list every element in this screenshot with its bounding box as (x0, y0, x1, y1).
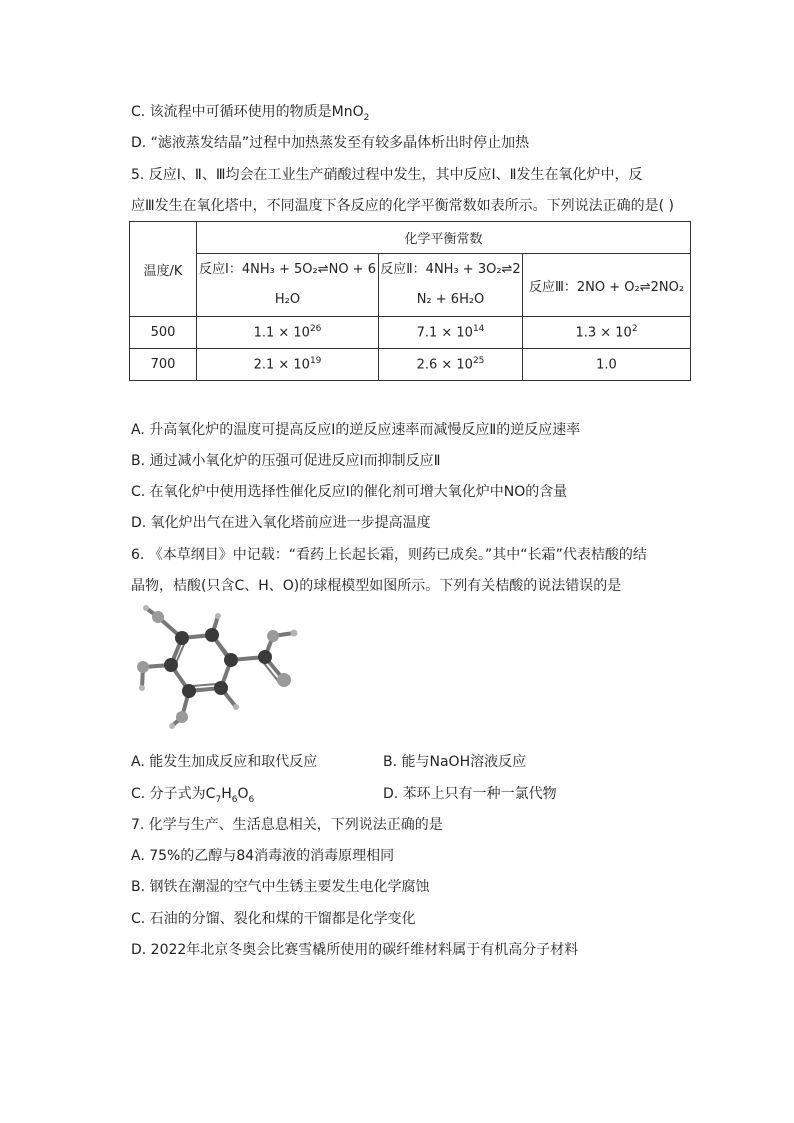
q6-option-c-h: H (221, 786, 232, 802)
row-500-k3-mant: 1.3 × 10 (575, 325, 632, 341)
q5-option-d: D. 氧化炉出气在进入氧化塔前应进一步提高温度 (131, 515, 431, 531)
q6-option-a: A. 能发生加成反应和取代反应 (131, 754, 318, 770)
q6-stem-line1: 6. 《本草纲目》中记载：“看药上长起长霜，则药已成矣。”其中“长霜”代表桔酸的结 (131, 547, 647, 563)
row-500-k2-exp: 14 (472, 324, 485, 335)
q6-stem-line2: 晶物，桔酸(只含C、H、O)的球棍模型如图所示。下列有关桔酸的说法错误的是 (131, 578, 622, 594)
row-700-k2-exp: 25 (472, 356, 485, 367)
q7-option-b: B. 钢铁在潮湿的空气中生锈主要发生电化学腐蚀 (131, 879, 430, 895)
q5-option-c: C. 在氧化炉中使用选择性催化反应Ⅰ的催化剂可增大氧化炉中NO的含量 (131, 484, 568, 500)
q6-option-d: D. 苯环上只有一种一氯代物 (383, 786, 557, 802)
q6-option-c-sub3: 6 (248, 794, 255, 805)
row-500-k2 (379, 317, 523, 349)
q7-option-c: C. 石油的分馏、裂化和煤的干馏都是化学变化 (131, 911, 416, 927)
q6-option-c-pre: C. 分子式为C (131, 786, 216, 802)
row-700-temp: 700 (130, 349, 197, 381)
q5-option-b: B. 通过减小氧化炉的压强可促进反应Ⅰ而抑制反应Ⅱ (131, 453, 441, 469)
reaction-2-text: 反应Ⅱ：4NH₃ + 3O₂⇌2 N₂ + 6H₂O (380, 262, 521, 307)
reaction-1-text: 反应Ⅰ：4NH₃ + 5O₂⇌NO + 6 H₂O (199, 262, 376, 307)
reaction-3-header (523, 254, 691, 317)
q6-option-c-o: O (237, 786, 249, 802)
row-700-k1-exp: 19 (309, 356, 322, 367)
q5-option-a: A. 升高氧化炉的温度可提高反应Ⅰ的逆反应速率而减慢反应Ⅱ的逆反应速率 (131, 422, 581, 438)
row-500-k3 (523, 317, 691, 349)
temp-header: 温度/K (130, 222, 197, 317)
reaction-1-header (197, 254, 379, 317)
row-500-temp: 500 (130, 317, 197, 349)
reaction-2-header (379, 254, 523, 317)
row-500-k1 (197, 317, 379, 349)
q4-option-c-sub: 2 (363, 112, 370, 123)
q7-option-d: D. 2022年北京冬奥会比赛雪橇所使用的碳纤维材料属于有机高分子材料 (131, 942, 579, 958)
q7-stem: 7. 化学与生产、生活息息相关，下列说法正确的是 (131, 817, 443, 833)
row-500-k1-exp: 26 (309, 324, 322, 335)
row-500-k3-exp: 2 (631, 324, 638, 335)
table-row (130, 349, 691, 381)
row-700-k1-mant: 2.1 × 10 (253, 357, 310, 373)
row-700-k3-mant: 1.0 (596, 357, 617, 373)
q4-option-c (131, 102, 369, 128)
row-700-k2 (379, 349, 523, 381)
ball-stick-molecule-model (132, 602, 312, 732)
q5-stem-line1: 5. 反应Ⅰ、Ⅱ、Ⅲ均会在工业生产硝酸过程中发生，其中反应Ⅰ、Ⅱ发生在氧化炉中，反 (131, 167, 643, 183)
q4-option-d: D. “滤液蒸发结晶”过程中加热蒸发至有较多晶体析出时停止加热 (131, 135, 530, 151)
q7-option-a: A. 75%的乙醇与84消毒液的消毒原理相同 (131, 848, 395, 864)
row-700-k2-mant: 2.6 × 10 (416, 357, 473, 373)
q6-option-c-sub1: 7 (215, 794, 222, 805)
row-700-k3 (523, 349, 691, 381)
reaction-3-text: 反应Ⅲ：2NO + O₂⇌2NO₂ (528, 279, 685, 295)
table-row (130, 317, 691, 349)
row-500-k2-mant: 7.1 × 10 (416, 325, 473, 341)
equilibrium-constant-table (129, 221, 691, 381)
q6-option-c-sub2: 6 (231, 794, 238, 805)
q5-stem-line2: 应Ⅲ发生在氧化塔中，不同温度下各反应的化学平衡常数如表所示。下列说法正确的是( ) (131, 198, 675, 214)
q4-option-c-text: C. 该流程中可循环使用的物质是MnO (131, 104, 364, 120)
q6-option-b: B. 能与NaOH溶液反应 (383, 754, 527, 770)
row-700-k1 (197, 349, 379, 381)
k-header: 化学平衡常数 (197, 222, 691, 254)
row-500-k1-mant: 1.1 × 10 (253, 325, 310, 341)
q6-option-c (131, 784, 254, 810)
